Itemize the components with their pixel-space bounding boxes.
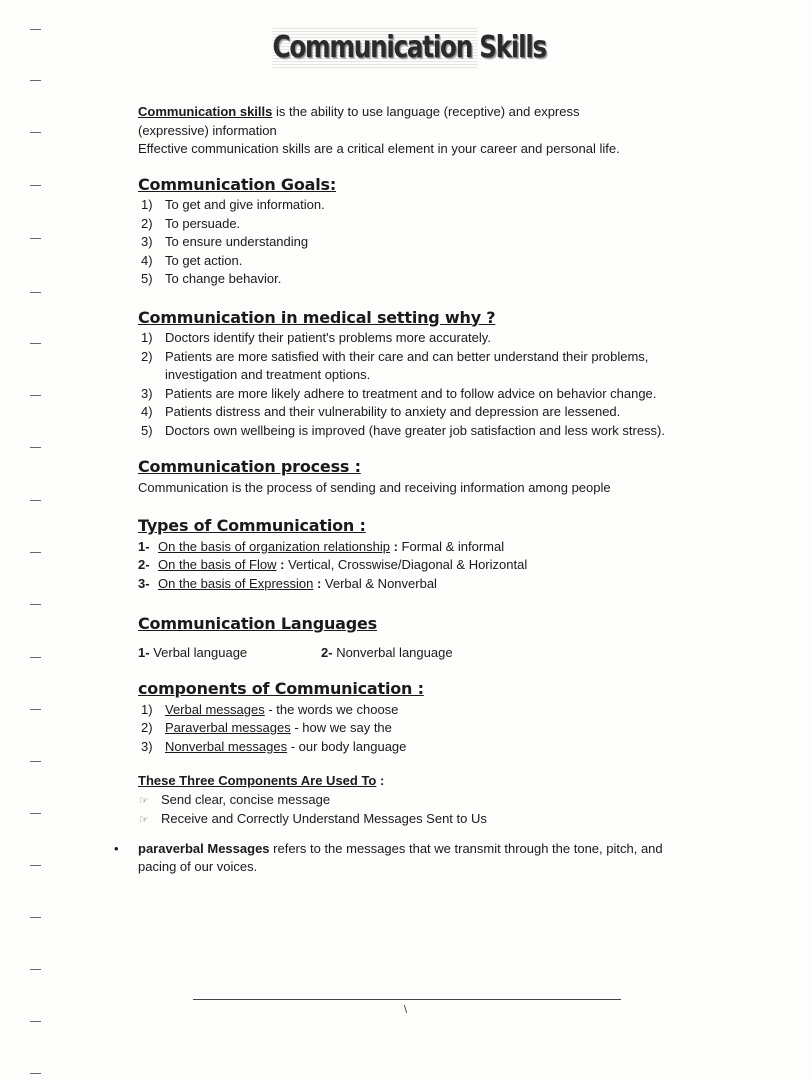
list-item: 1- On the basis of organization relationship : Formal & informal	[138, 538, 505, 554]
document-body	[114, 103, 678, 877]
list-item: ☞ Send clear, concise message	[138, 791, 678, 811]
list-item: 2) Patients are more satisfied with their care and can better understand their problems, investigation and treatment options.	[141, 348, 649, 382]
goals-heading: Communication Goals:	[138, 174, 337, 194]
components-list	[138, 701, 678, 757]
language-item: 1- Verbal language	[138, 644, 248, 660]
scan-margin-marks	[30, 0, 44, 1080]
list-item: 1) To get and give information.	[141, 197, 325, 212]
process-text: Communication is the process of sending and receiving information among people	[138, 479, 611, 495]
list-item: 3- On the basis of Expression : Verbal & Nonverbal	[138, 575, 437, 591]
list-item: 4) To get action.	[141, 252, 243, 268]
pointing-hand-icon: ☞	[139, 814, 149, 826]
components-heading: components of Communication :	[138, 679, 424, 698]
intro-line2: (expressive) information	[138, 122, 277, 138]
process-heading: Communication process :	[138, 457, 361, 476]
paraverbal-paragraph: • paraverbal Messages refers to the messages that we transmit through the tone, pitch, and pacing of our voices.	[114, 840, 663, 874]
list-item: 5) To change behavior.	[141, 271, 282, 286]
intro-line1: is the ability to use language (receptive) and express	[272, 104, 580, 119]
list-item: 3) Nonverbal messages - our body language	[141, 738, 407, 754]
languages-row	[138, 644, 678, 663]
title-banner	[250, 26, 546, 70]
languages-heading: Communication Languages	[138, 614, 377, 633]
goals-list	[138, 196, 678, 289]
intro-line3: Effective communication skills are a critical element in your career and personal life.	[138, 141, 620, 156]
used-to-heading: These Three Components Are Used To	[138, 773, 377, 788]
medical-list	[138, 329, 678, 440]
medical-heading: Communication in medical setting why ?	[138, 307, 496, 327]
list-item: 2- On the basis of Flow : Vertical, Crosswise/Diagonal & Horizontal	[138, 557, 528, 572]
bullet-icon: •	[114, 840, 119, 856]
language-item: 2- Nonverbal language	[321, 644, 453, 660]
types-heading: Types of Communication :	[138, 516, 366, 535]
footer-divider	[193, 999, 621, 1000]
intro-term: Communication skills	[138, 104, 273, 119]
used-to-heading-row: These Three Components Are Used To :	[138, 773, 385, 788]
types-list	[138, 538, 678, 594]
list-item: 3) Patients are more likely adhere to treatment and to follow advice on behavior change.	[141, 385, 657, 401]
list-item: 3) To ensure understanding	[141, 234, 309, 249]
list-item: 2) To persuade.	[141, 215, 241, 231]
list-item: 4) Patients distress and their vulnerability to anxiety and depression are lessened.	[141, 404, 621, 419]
page-mark: \	[404, 1004, 408, 1016]
list-item: 2) Paraverbal messages - how we say the	[141, 720, 392, 735]
list-item: ☞ Receive and Correctly Understand Messages Sent to Us	[138, 810, 678, 830]
intro-paragraph	[138, 103, 678, 159]
pointing-hand-icon: ☞	[139, 794, 149, 807]
page-title: Communication Skills	[273, 26, 478, 70]
list-item: 1) Verbal messages - the words we choose	[141, 701, 399, 717]
list-item: 5) Doctors own wellbeing is improved (have greater job satisfaction and less work stress).	[141, 422, 665, 438]
list-item: 1) Doctors identify their patient's problems more accurately.	[141, 330, 491, 345]
